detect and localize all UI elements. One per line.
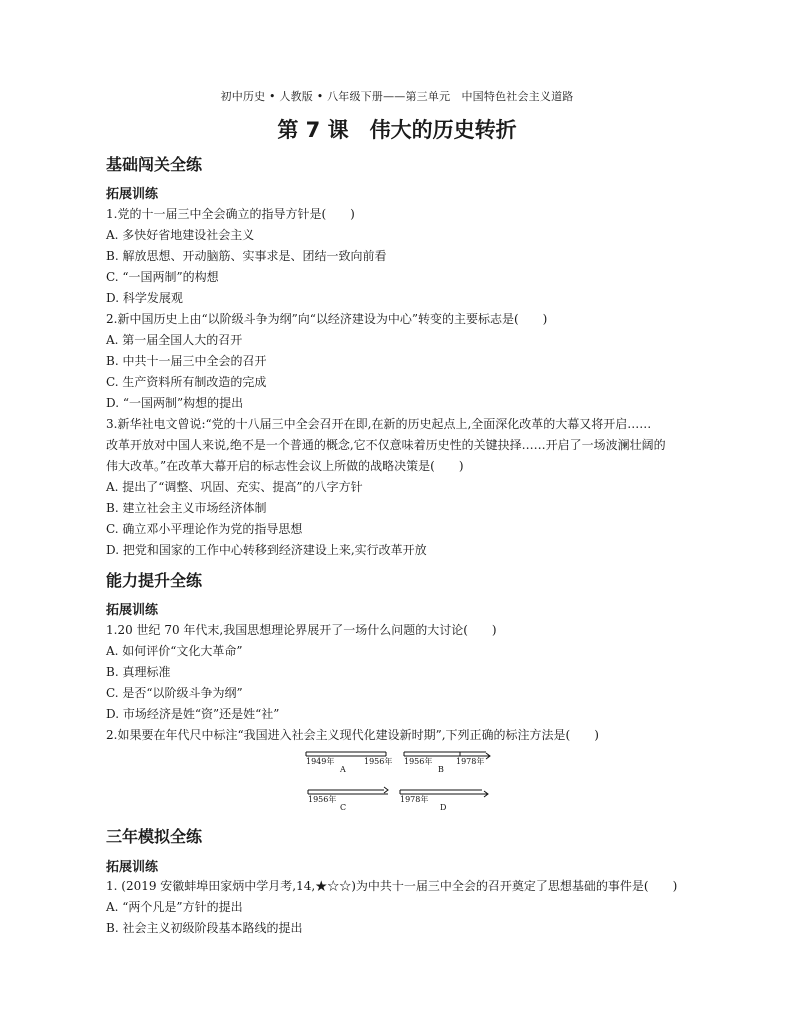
option-b: B. 建立社会主义市场经济体制: [106, 501, 267, 515]
option-a: A. 提出了“调整、巩固、充实、提高”的八字方针: [106, 480, 363, 494]
question-stem: 1.党的十一届三中全会确立的指导方针是( ): [106, 207, 355, 221]
question-stem: 2.如果要在年代尺中标注“我国进入社会主义现代化建设新时期”,下列正确的标注方法是( ): [106, 728, 599, 742]
timeline-figure: [300, 746, 500, 820]
option-d: D. “一国两制”构想的提出: [106, 396, 244, 410]
timeline-option-label: A: [340, 765, 346, 774]
timeline-option-label: C: [340, 803, 347, 812]
timeline-end-label: 1978年: [456, 757, 485, 766]
question-stem: 1.20 世纪 70 年代末,我国思想理论界展开了一场什么问题的大讨论( ): [106, 623, 497, 637]
timeline-figure-svg: [300, 746, 500, 816]
option-c: C. “一国两制”的构想: [106, 270, 219, 284]
timeline-option-c: [308, 787, 388, 812]
option-c: C. 生产资料所有制改造的完成: [106, 375, 267, 389]
option-b: B. 解放思想、开动脑筋、实事求是、团结一致向前看: [106, 249, 387, 263]
timeline-option-a: [306, 752, 392, 774]
page-header: 初中历史 • 人教版 • 八年级下册——第三单元 中国特色社会主义道路: [220, 90, 574, 103]
option-d: D. 市场经济是姓“资”还是姓“社”: [106, 707, 280, 721]
subheading-extension-training: 拓展训练: [106, 187, 159, 202]
timeline-start-label: 1978年: [400, 795, 429, 804]
option-a: A. 如何评价“文化大革命”: [106, 644, 243, 658]
timeline-start-label: 1956年: [404, 757, 433, 766]
timeline-option-label: B: [438, 765, 444, 774]
timeline-end-label: 1956年: [364, 757, 393, 766]
option-b: B. 中共十一届三中全会的召开: [106, 354, 267, 368]
option-c: C. 是否“以阶级斗争为纲”: [106, 686, 243, 700]
option-a: A. 第一届全国人大的召开: [106, 333, 243, 347]
timeline-start-label: 1956年: [308, 795, 337, 804]
lesson-title: 第 7 课 伟大的历史转折: [277, 118, 517, 142]
question-stem-line: 改革开放对中国人来说,绝不是一个普通的概念,它不仅意味着历史性的关键抉择……开启了一场波澜壮阔的: [106, 438, 666, 452]
section-heading-basic: 基础闯关全练: [106, 155, 203, 174]
subheading-extension-training: 拓展训练: [106, 603, 159, 618]
arrow-icon: [384, 787, 388, 793]
option-a: A. “两个凡是”方针的提出: [106, 900, 243, 914]
option-b: B. 社会主义初级阶段基本路线的提出: [106, 921, 303, 935]
option-c: C. 确立邓小平理论作为党的指导思想: [106, 522, 303, 536]
question-stem-line: 伟大改革。”在改革大幕开启的标志性会议上所做的战略决策是( ): [106, 459, 464, 473]
question-stem: 3.新华社电文曾说:“党的十八届三中全会召开在即,在新的历史起点上,全面深化改革的大幕又将开启……: [106, 417, 652, 431]
subheading-extension-training: 拓展训练: [106, 860, 159, 875]
timeline-start-label: 1949年: [306, 757, 335, 766]
timeline-option-d: [400, 790, 488, 812]
section-heading-ability: 能力提升全练: [106, 571, 203, 590]
section-heading-three-year: 三年模拟全练: [106, 827, 203, 846]
option-a: A. 多快好省地建设社会主义: [106, 228, 255, 242]
timeline-option-b: [404, 752, 490, 774]
option-d: D. 科学发展观: [106, 291, 183, 305]
timeline-option-label: D: [440, 803, 447, 812]
question-stem: 1. (2019 安徽蚌埠田家炳中学月考,14,★☆☆)为中共十一届三中全会的召开奠定了思想基础的事件是( ): [106, 879, 678, 893]
question-stem: 2.新中国历史上由“以阶级斗争为纲”向“以经济建设为中心”转变的主要标志是( ): [106, 312, 548, 326]
option-b: B. 真理标准: [106, 665, 171, 679]
option-d: D. 把党和国家的工作中心转移到经济建设上来,实行改革开放: [106, 543, 427, 557]
